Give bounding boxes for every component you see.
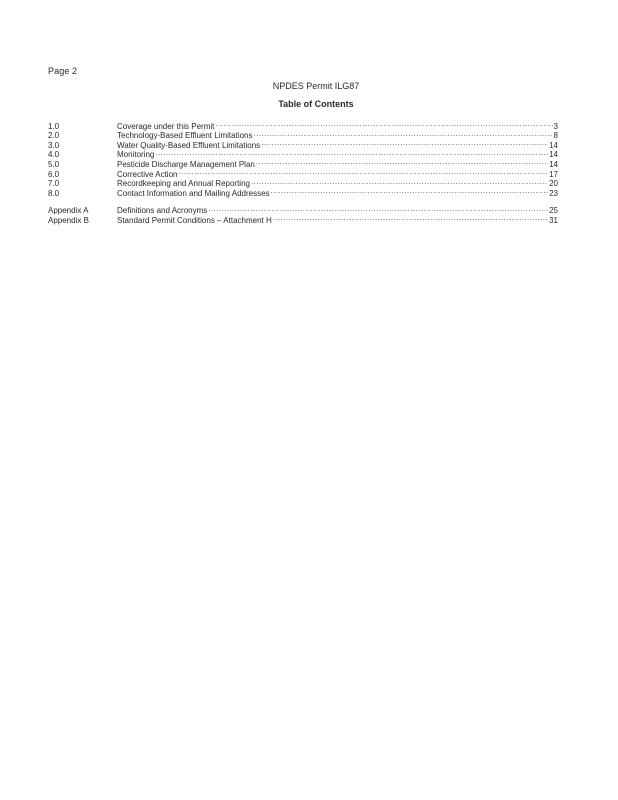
- toc-entry-title: Pesticide Discharge Management Plan: [117, 159, 255, 169]
- toc-entry-number: 1.0: [48, 121, 60, 131]
- toc-entry-page: 17: [549, 169, 558, 179]
- toc-entry-number: Appendix A: [48, 206, 89, 216]
- toc-entry-title: Standard Permit Conditions – Attachment H: [117, 215, 272, 225]
- toc-entry-title: Recordkeeping and Annual Reporting: [117, 179, 250, 189]
- toc-entry-title: Monitoring: [117, 150, 155, 160]
- table-of-contents: [48, 119, 558, 223]
- toc-dot-leader: [215, 119, 552, 129]
- toc-dot-leader: [155, 148, 548, 158]
- toc-dot-leader: [251, 177, 548, 187]
- toc-entry-page: 25: [549, 206, 558, 216]
- toc-entry-number: 7.0: [48, 179, 60, 189]
- toc-entry-title: Coverage under this Permit: [117, 121, 215, 131]
- toc-dot-leader: [261, 138, 548, 148]
- document-title: NPDES Permit ILG87: [272, 81, 360, 91]
- toc-entry: [48, 119, 558, 129]
- toc-entry-page: 14: [549, 150, 558, 160]
- toc-dot-leader: [254, 129, 553, 139]
- toc-entry-number: 3.0: [48, 140, 60, 150]
- toc-entry-page: 31: [549, 215, 558, 225]
- toc-sections: [48, 119, 558, 196]
- toc-entry-number: 2.0: [48, 131, 60, 141]
- toc-dot-leader: [273, 213, 548, 223]
- toc-entry: [48, 204, 558, 214]
- toc-dot-leader: [178, 167, 548, 177]
- toc-entry-page: 3: [553, 121, 558, 131]
- toc-entry-title: Water Quality-Based Effluent Limitations: [117, 140, 261, 150]
- toc-dot-leader: [256, 157, 548, 167]
- toc-entry-page: 14: [549, 140, 558, 150]
- toc-entry-page: 14: [549, 159, 558, 169]
- page-number-label: Page 2: [48, 66, 78, 76]
- toc-entry-title: Contact Information and Mailing Addresses: [117, 188, 270, 198]
- toc-entry-title: Technology-Based Effluent Limitations: [117, 131, 253, 141]
- toc-appendices: [48, 204, 558, 223]
- toc-dot-leader: [271, 186, 549, 196]
- toc-entry-page: 20: [549, 179, 558, 189]
- toc-entry-title: Corrective Action: [117, 169, 178, 179]
- toc-heading: Table of Contents: [278, 99, 354, 109]
- toc-entry-number: 5.0: [48, 159, 60, 169]
- toc-entry-number: 6.0: [48, 169, 60, 179]
- toc-entry-number: Appendix B: [48, 215, 89, 225]
- toc-entry-page: 23: [549, 188, 558, 198]
- toc-entry-title: Definitions and Acronyms: [117, 206, 208, 216]
- toc-dot-leader: [208, 204, 548, 214]
- toc-entry-number: 8.0: [48, 188, 60, 198]
- toc-entry-page: 8: [553, 131, 558, 141]
- toc-entry-number: 4.0: [48, 150, 60, 160]
